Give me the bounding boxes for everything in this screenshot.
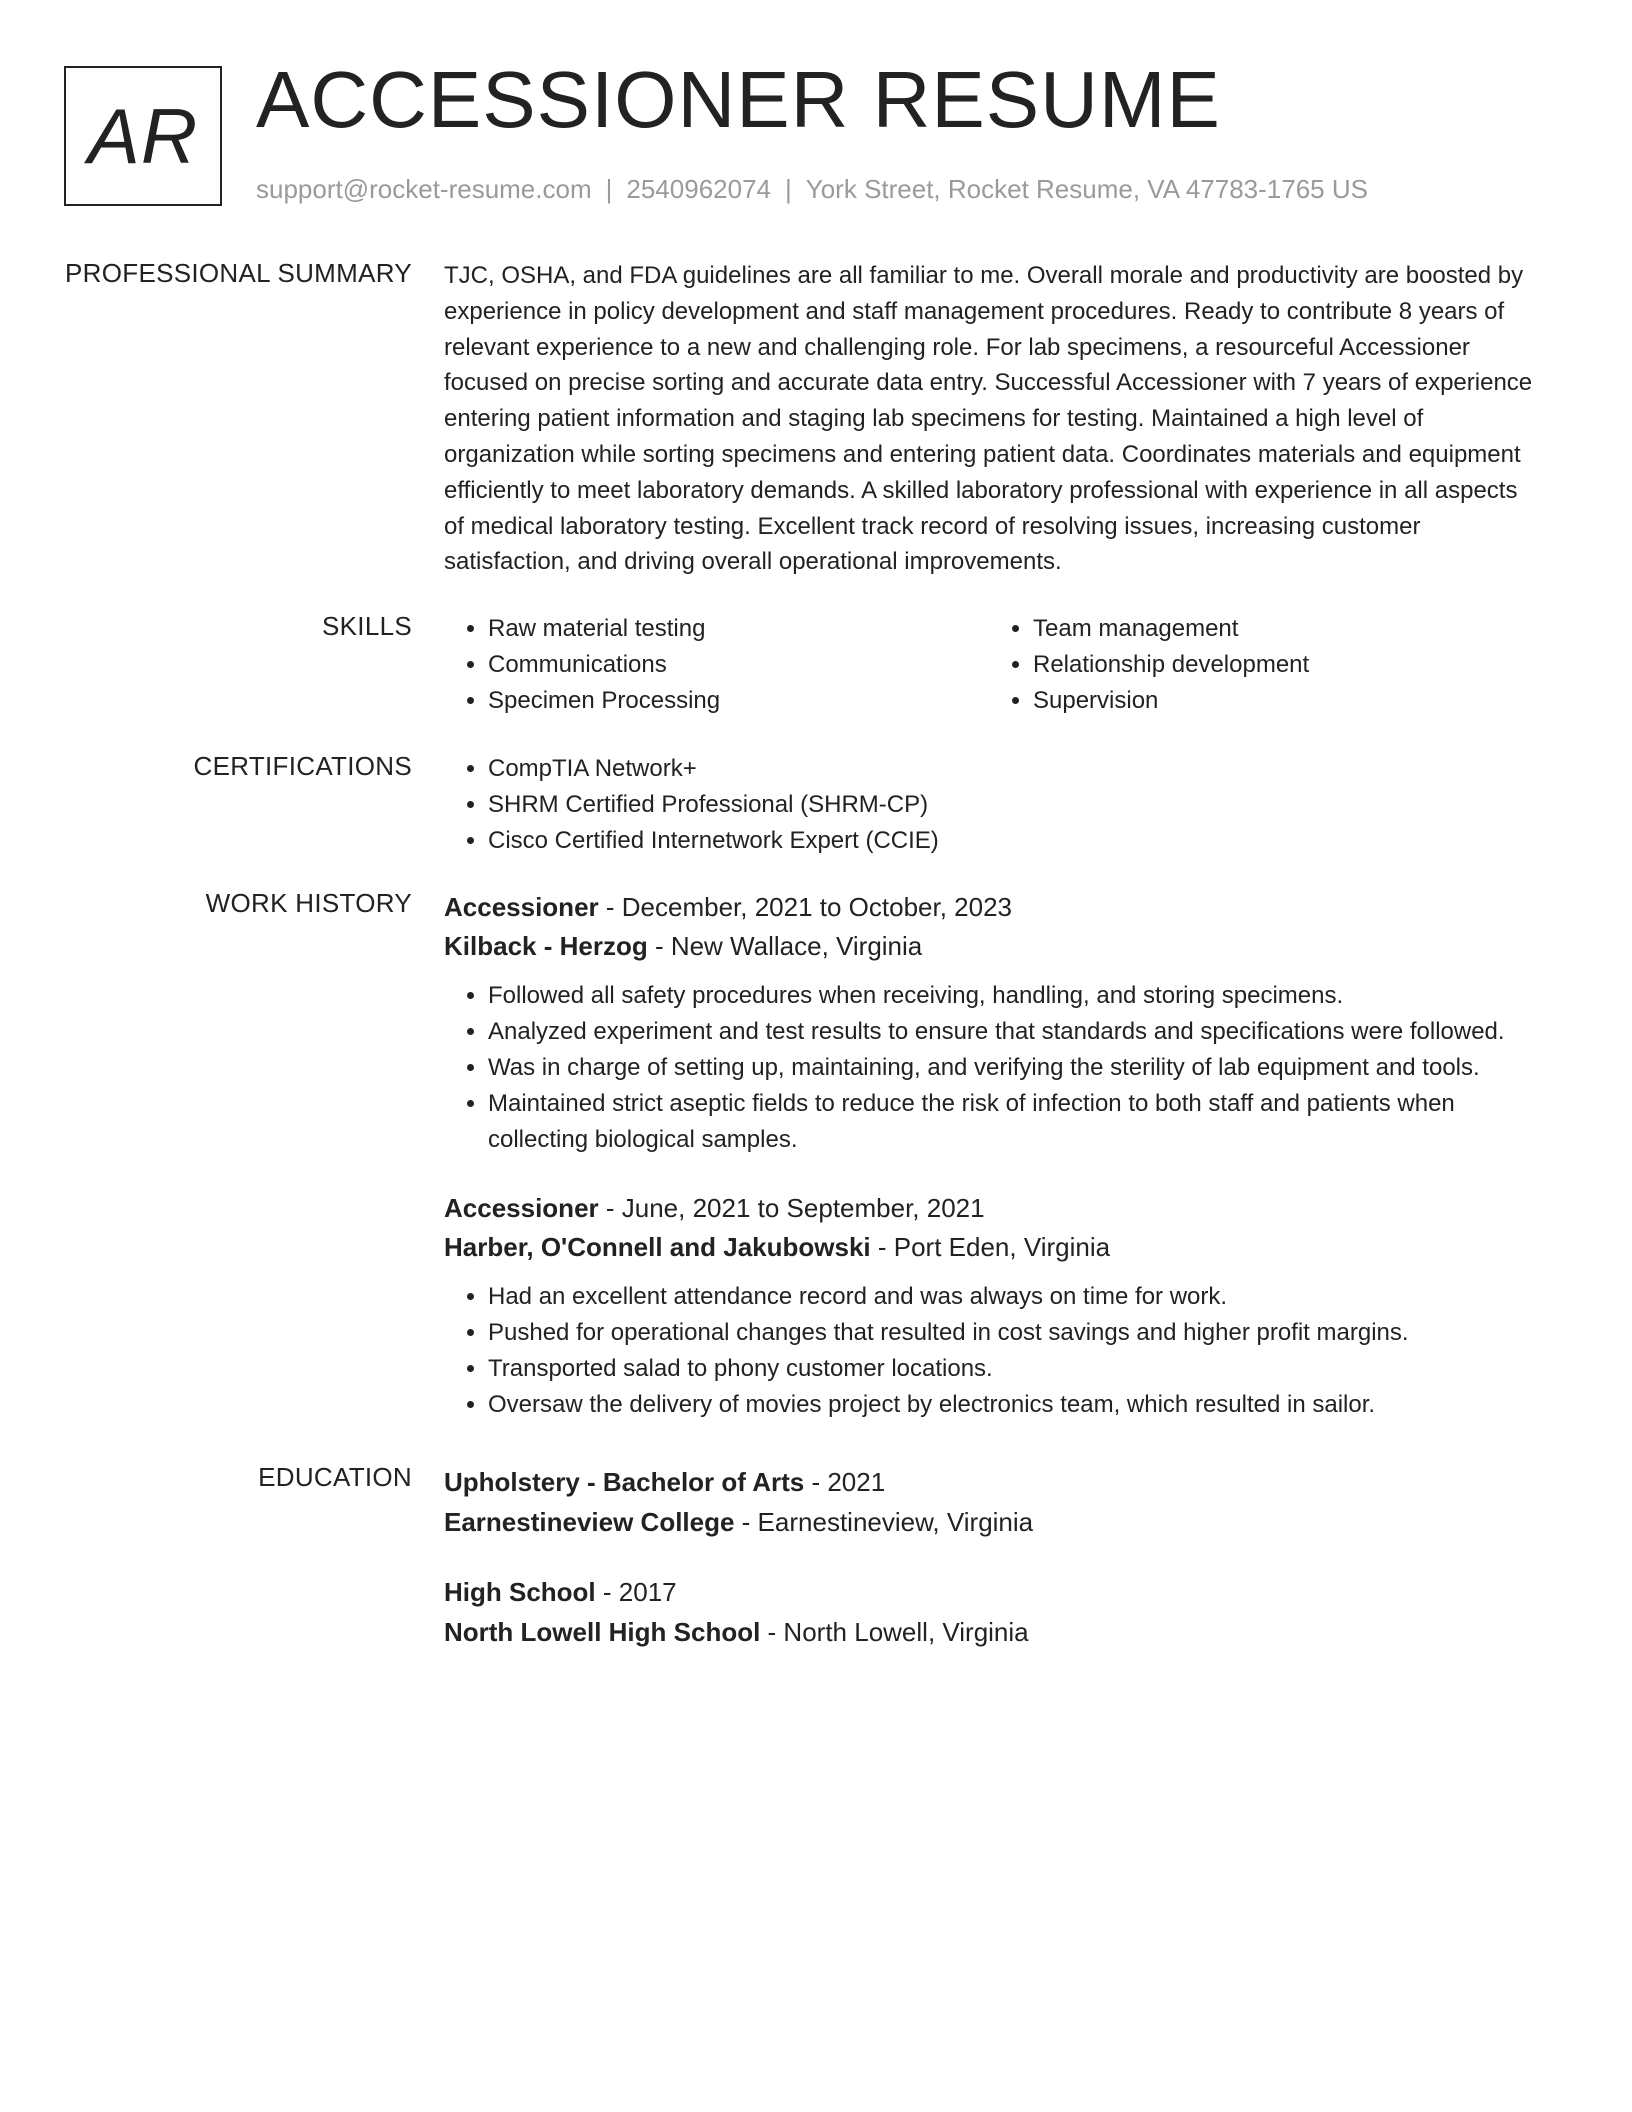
- certifications-list: [444, 751, 1544, 859]
- degree-name: Upholstery - Bachelor of Arts: [444, 1467, 805, 1497]
- education-label: EDUCATION: [258, 1462, 412, 1492]
- school-location: - North Lowell, Virginia: [760, 1617, 1029, 1647]
- skill-item: • Specimen Processing: [488, 683, 989, 719]
- skill-item: • Supervision: [1033, 683, 1534, 719]
- school-name: Earnestineview College: [444, 1507, 735, 1537]
- contact-separator: |: [785, 174, 792, 204]
- certifications-label: CERTIFICATIONS: [193, 751, 412, 781]
- job-location: - Port Eden, Virginia: [870, 1232, 1111, 1262]
- job-bullet: • Maintained strict aseptic fields to reduce the risk of infection to both staff and patients when collecting biological samples.: [488, 1086, 1544, 1158]
- job-company-line: [444, 1228, 1544, 1267]
- job-bullet: • Was in charge of setting up, maintaining, and verifying the sterility of lab equipment and tools.: [488, 1050, 1544, 1086]
- job-entry: [444, 1189, 1544, 1423]
- job-company-line: [444, 927, 1544, 966]
- summary-body: [444, 258, 1544, 580]
- monogram-badge: [64, 66, 222, 206]
- job-bullet: • Had an excellent attendance record and was always on time for work.: [488, 1279, 1544, 1315]
- education-entry: [444, 1572, 1544, 1652]
- degree-line: [444, 1462, 1544, 1502]
- certification-item: • Cisco Certified Internetwork Expert (CCIE): [488, 823, 1544, 859]
- skill-item: • Communications: [488, 647, 989, 683]
- certification-item: • CompTIA Network+: [488, 751, 1544, 787]
- degree-year: - 2021: [804, 1467, 886, 1497]
- job-entry: [444, 888, 1544, 1158]
- job-bullet: • Followed all safety procedures when receiving, handling, and storing specimens.: [488, 978, 1544, 1014]
- degree-year: - 2017: [595, 1577, 677, 1607]
- certification-item: • SHRM Certified Professional (SHRM-CP): [488, 787, 1544, 823]
- job-bullet: • Oversaw the delivery of movies project by electronics team, which resulted in sailor.: [488, 1387, 1544, 1423]
- job-title-line: [444, 1189, 1544, 1228]
- monogram-initials: AR: [87, 92, 199, 180]
- contact-email[interactable]: support@rocket-resume.com: [256, 174, 592, 204]
- resume-title: ACCESSIONER RESUME: [256, 55, 1221, 144]
- school-name: North Lowell High School: [444, 1617, 761, 1647]
- job-title: Accessioner: [444, 1193, 599, 1223]
- job-bullet: • Pushed for operational changes that resulted in cost savings and higher profit margins.: [488, 1315, 1544, 1351]
- skills-label: SKILLS: [322, 611, 412, 641]
- work-history-body: [444, 888, 1544, 1423]
- skill-item: • Raw material testing: [488, 611, 989, 647]
- degree-name: High School: [444, 1577, 596, 1607]
- job-dates: - December, 2021 to October, 2023: [598, 892, 1013, 922]
- job-title-line: [444, 888, 1544, 927]
- school-location: - Earnestineview, Virginia: [734, 1507, 1034, 1537]
- summary-text: TJC, OSHA, and FDA guidelines are all familiar to me. Overall morale and productivity are boosted by experience in policy development and staff management procedures. Ready to contribute 8 years of relevant experience to a new and challenging role. For lab specimens, a resourceful Accessioner focused on precise sorting and accurate data entry. Successful Accessioner with 7 years of experience entering patient information and staging lab specimens for testing. Maintained a high level of organization while sorting specimens and entering patient data. Coordinates materials and equipment efficiently to meet laboratory demands. A skilled laboratory professional with experience in all aspects of medical laboratory testing. Excellent track record of resolving issues, increasing customer satisfaction, and driving overall operational improvements.: [444, 262, 1533, 576]
- skill-item: • Team management: [1033, 611, 1534, 647]
- work-history-label: WORK HISTORY: [205, 888, 412, 918]
- education-body: [444, 1462, 1544, 1652]
- degree-line: [444, 1572, 1544, 1612]
- job-location: - New Wallace, Virginia: [647, 931, 923, 961]
- education-entry: [444, 1462, 1544, 1542]
- contact-separator: |: [605, 174, 613, 204]
- summary-label: PROFESSIONAL SUMMARY: [65, 258, 412, 288]
- contact-phone[interactable]: 2540962074: [626, 174, 771, 204]
- contact-address: York Street, Rocket Resume, VA 47783-1765 US: [805, 174, 1368, 204]
- job-company: Kilback - Herzog: [444, 931, 648, 961]
- job-dates: - June, 2021 to September, 2021: [598, 1193, 985, 1223]
- skills-list: [444, 611, 1544, 719]
- contact-line: [256, 174, 1368, 205]
- skill-item: • Relationship development: [1033, 647, 1534, 683]
- school-line: [444, 1502, 1544, 1542]
- job-company: Harber, O'Connell and Jakubowski: [444, 1232, 871, 1262]
- school-line: [444, 1612, 1544, 1652]
- job-title: Accessioner: [444, 892, 599, 922]
- job-bullet: • Transported salad to phony customer locations.: [488, 1351, 1544, 1387]
- job-bullet: • Analyzed experiment and test results to ensure that standards and specifications were followed.: [488, 1014, 1544, 1050]
